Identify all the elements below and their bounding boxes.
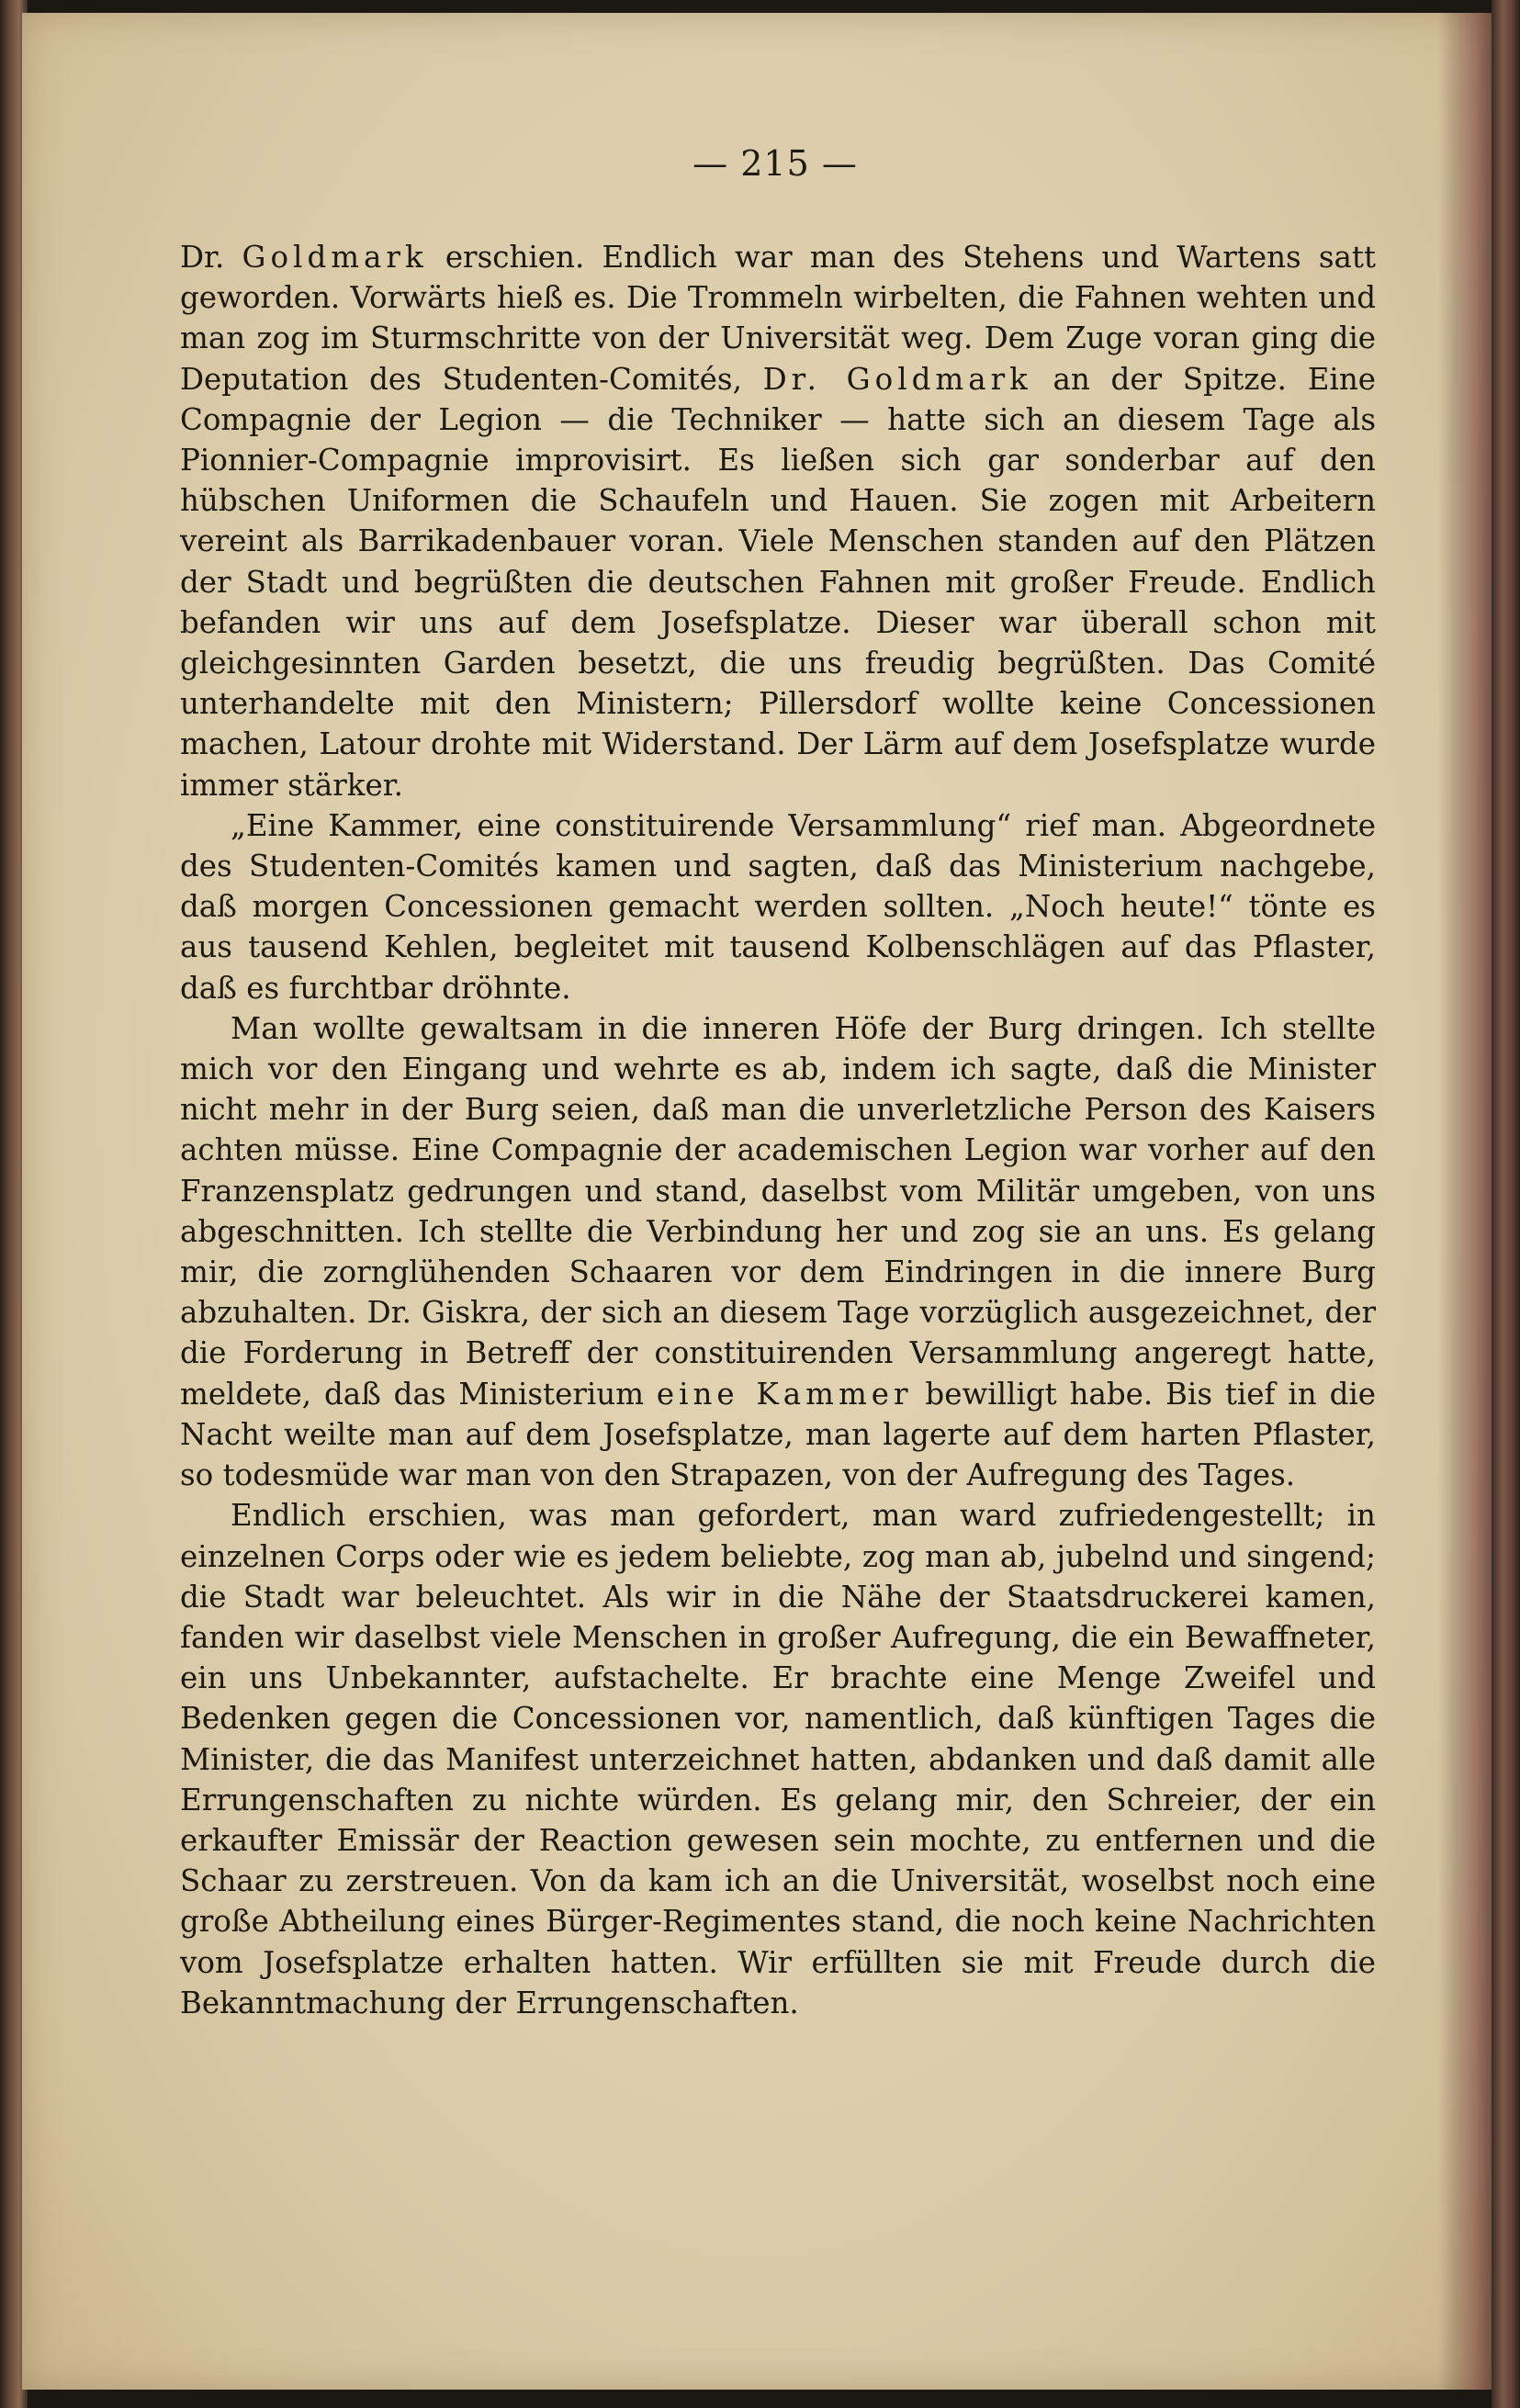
text-run: Man wollte gewaltsam in die inneren Höfe der Burg dringen. Ich stellte mich vor den Eingang und wehrte es ab, indem ich sagte, daß die Minister nicht mehr in der Burg seien, daß man die unverletzliche Person des Kaisers achten müsse. Eine Compagnie der academischen Legion war vorher auf den Franzensplatz gedrungen und stand, daselbst vom Militär umgeben, von uns abgeschnitten. Ich stellte die Verbindung her und zog sie an uns. Es gelang mir, die zornglühenden Schaaren vor dem Eindringen in die innere Burg abzuhalten. Dr. Giskra, der sich an diesem Tage vorzüglich ausgezeichnet, der die Forderung in Betreff der constituirenden Versammlung angeregt hatte, meldete, daß das Ministerium xyxy=(180,1010,1376,1412)
page-edge-right xyxy=(1492,0,1520,2408)
page-number: — 215 — xyxy=(692,143,858,184)
paragraph xyxy=(180,1008,1376,1495)
paragraph xyxy=(180,1495,1376,2023)
text-run: „Eine Kammer, eine constituirende Versammlung“ rief man. Abgeordnete des Studenten-Comités kamen und sagten, daß das Ministerium nachgebe, daß morgen Concessionen gemacht werden sollten. „Noch heute!“ tönte es aus tausend Kehlen, begleitet mit tausend Kolbenschlägen auf das Pflaster, daß es furchtbar dröhnte. xyxy=(180,807,1376,1006)
text-run: bewilligt habe. Bis tief in die Nacht weilte man auf dem Josefsplatze, man lagerte auf dem harten Pflaster, so todesmüde war man von den Strapazen, von der Aufregung des Tages. xyxy=(180,1376,1376,1493)
body-text xyxy=(180,237,1376,2023)
book-page xyxy=(22,13,1492,2390)
emphasized-name: Dr. Goldmark xyxy=(762,361,1032,397)
emphasized-phrase: eine Kammer xyxy=(656,1376,913,1412)
paragraph xyxy=(180,805,1376,1008)
text-run: Endlich erschien, was man gefordert, man ward zufriedengestellt; in einzelnen Corps oder wie es jedem beliebte, zog man ab, jubelnd und singend; die Stadt war beleuchtet. Als wir in die Nähe der Staatsdruckerei kamen, fanden wir daselbst viele Menschen in großer Aufregung, die ein Bewaffneter, ein uns Unbekannter, aufstachelte. Er brachte eine Menge Zweifel und Bedenken gegen die Concessionen vor, namentlich, daß künftigen Tages die Minister, die das Manifest unterzeichnet hatten, abdanken und daß damit alle Errungenschaften zu nichte würden. Es gelang mir, den Schreier, der ein erkaufter Emissär der Reaction gewesen sein mochte, zu entfernen und die Schaar zu zerstreuen. Von da kam ich an die Universität, woselbst noch eine große Abtheilung eines Bürger-Regimentes stand, die noch keine Nachrichten vom Josefsplatze erhalten hatten. Wir erfüllten sie mit Freude durch die Bekanntmachung der Errungenschaften. xyxy=(180,1498,1376,2020)
text-run: erschien. Endlich war man des Stehens und Wartens satt geworden. Vorwärts hieß es. Die Trommeln wirbelten, die Fahnen wehten und man zog im Sturmschritte von der Universität weg. Dem Zuge voran ging die Deputation des Studenten-Comités, xyxy=(180,240,1377,397)
text-run: an der Spitze. Eine Compagnie der Legion — die Techniker — hatte sich an diesem Tage als Pionnier-Compagnie improvisirt. Es ließen sich gar sonderbar auf den hübschen Uniformen die Schaufeln und Hauen. Sie zogen mit Arbeitern vereint als Barrikadenbauer voran. Viele Menschen standen auf den Plätzen der Stadt und begrüßten die deutschen Fahnen mit großer Freude. Endlich befanden wir uns auf dem Josefsplatze. Dieser war überall schon mit gleichgesinnten Garden besetzt, die uns freudig begrüßten. Das Comité unterhandelte mit den Ministern; Pillersdorf wollte keine Concessionen machen, Latour drohte mit Widerstand. Der Lärm auf dem Josefsplatze wurde immer stärker. xyxy=(180,361,1376,803)
page-gutter-shadow xyxy=(1438,13,1492,2390)
text-run: Dr. xyxy=(180,240,242,275)
emphasized-name: Goldmark xyxy=(242,240,428,275)
paragraph xyxy=(180,237,1376,805)
